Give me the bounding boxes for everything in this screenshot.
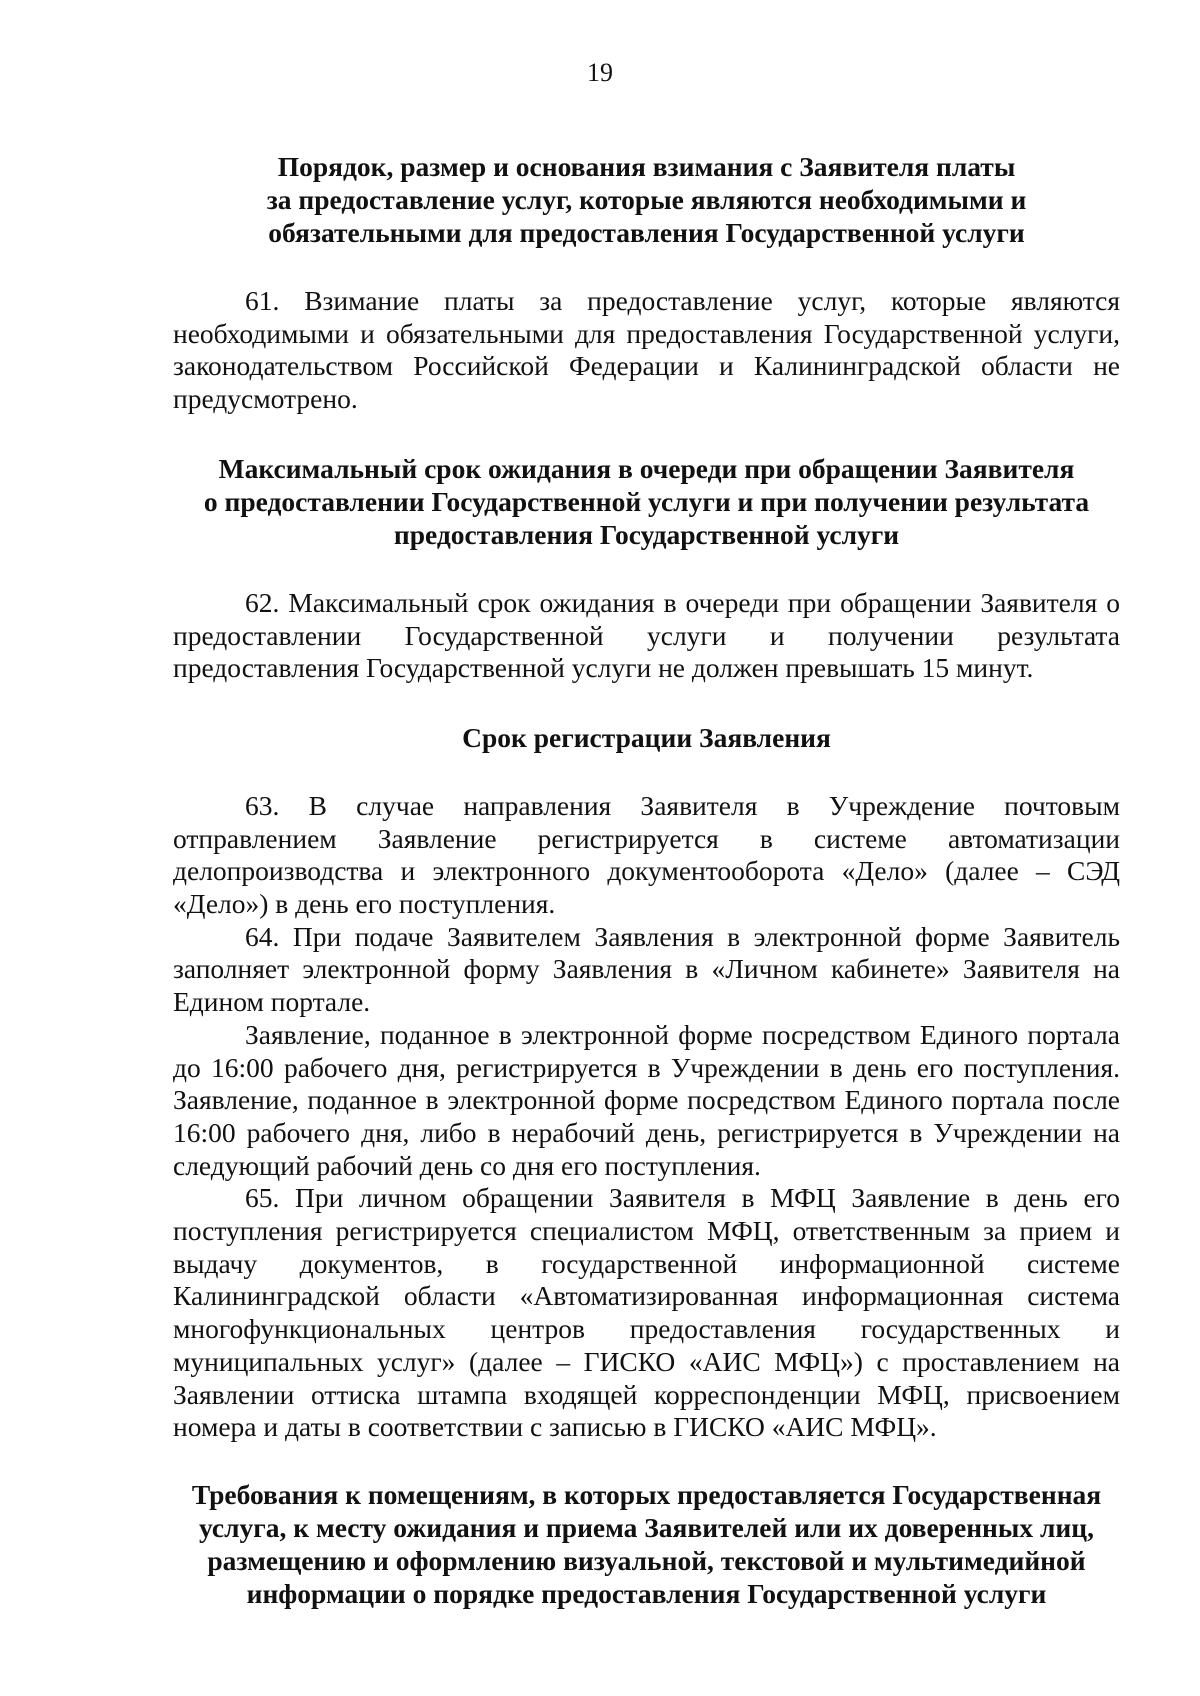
paragraph-62: 62. Максимальный срок ожидания в очереди при обращении Заявителя о предоставлении Государственной услуги и получении результата предоставления Государственной услуги не должен превышать 15 минут. [173,586,1120,684]
paragraph-64-continued: Заявление, поданное в электронной форме посредством Единого портала до 16:00 рабочего дня, регистрируется в Учреждении в день его поступления. Заявление, поданное в электронной форме посредством Единого портала после 16:00 рабочего дня, либо в нерабочий день, регистрируется в Учреждении на следующий рабочий день со дня его поступления. [173,1018,1120,1181]
heading-line: Требования к помещениям, в которых предоставляется Государственная [191,1478,1102,1510]
heading-line: Максимальный срок ожидания в очереди при обращении Заявителя [218,452,1075,484]
heading-line: о предоставлении Государственной услуги и при получении результата [203,485,1090,517]
section-premises-requirements [173,1478,1120,1610]
heading-line: за предоставление услуг, которые являются необходимыми и [266,184,1027,215]
heading-line: информации о порядке предоставления Государственной услуги [246,1577,1047,1609]
heading-line: размещению и оформлению визуальной, текстовой и мультимедийной [207,1544,1086,1576]
section-registration-term [173,721,1120,1444]
section-queue-waiting-time [173,452,1120,685]
section-heading [173,721,1120,754]
section-heading [173,150,1120,249]
section-fee-for-services [173,150,1120,416]
heading-line: обязательными для предоставления Государственной услуги [268,217,1025,248]
heading-line: Порядок, размер и основания взимания с Заявителя платы [277,151,1016,182]
paragraph-63: 63. В случае направления Заявителя в Учреждение почтовым отправлением Заявление регистрируется в системе автоматизации делопроизводства и электронного документооборота «Дело» (далее – СЭД «Дело») в день его поступления. [173,789,1120,920]
section-heading [173,1478,1120,1610]
paragraph-61: 61. Взимание платы за предоставление услуг, которые являются необходимыми и обязательными для предоставления Государственной услуги, законодательством Российской Федерации и Калининградской области не предусмотрено. [173,285,1120,415]
document-body [173,150,1120,1610]
paragraph-65: 65. При личном обращении Заявителя в МФЦ Заявление в день его поступления регистрируется специалистом МФЦ, ответственным за прием и выдачу документов, в государственной информационной системе Калининградской области «Автоматизированная информационная система многофункциональных центров предоставления государственных и муниципальных услуг» (далее – ГИСКО «АИС МФЦ») с проставлением на Заявлении оттиска штампа входящей корреспонденции МФЦ, присвоением номера и даты в соответствии с записью в ГИСКО «АИС МФЦ». [173,1182,1120,1443]
heading-line: Срок регистрации Заявления [462,721,831,753]
heading-line: предоставления Государственной услуги [393,518,900,550]
heading-line: услуга, к месту ожидания и приема Заявителей или их доверенных лиц, [199,1511,1094,1543]
paragraph-64: 64. При подаче Заявителем Заявления в электронной форме Заявитель заполняет электронной форму Заявления в «Личном кабинете» Заявителя на Едином портале. [173,920,1120,1018]
page-number: 19 [587,58,613,87]
section-heading [173,452,1120,551]
